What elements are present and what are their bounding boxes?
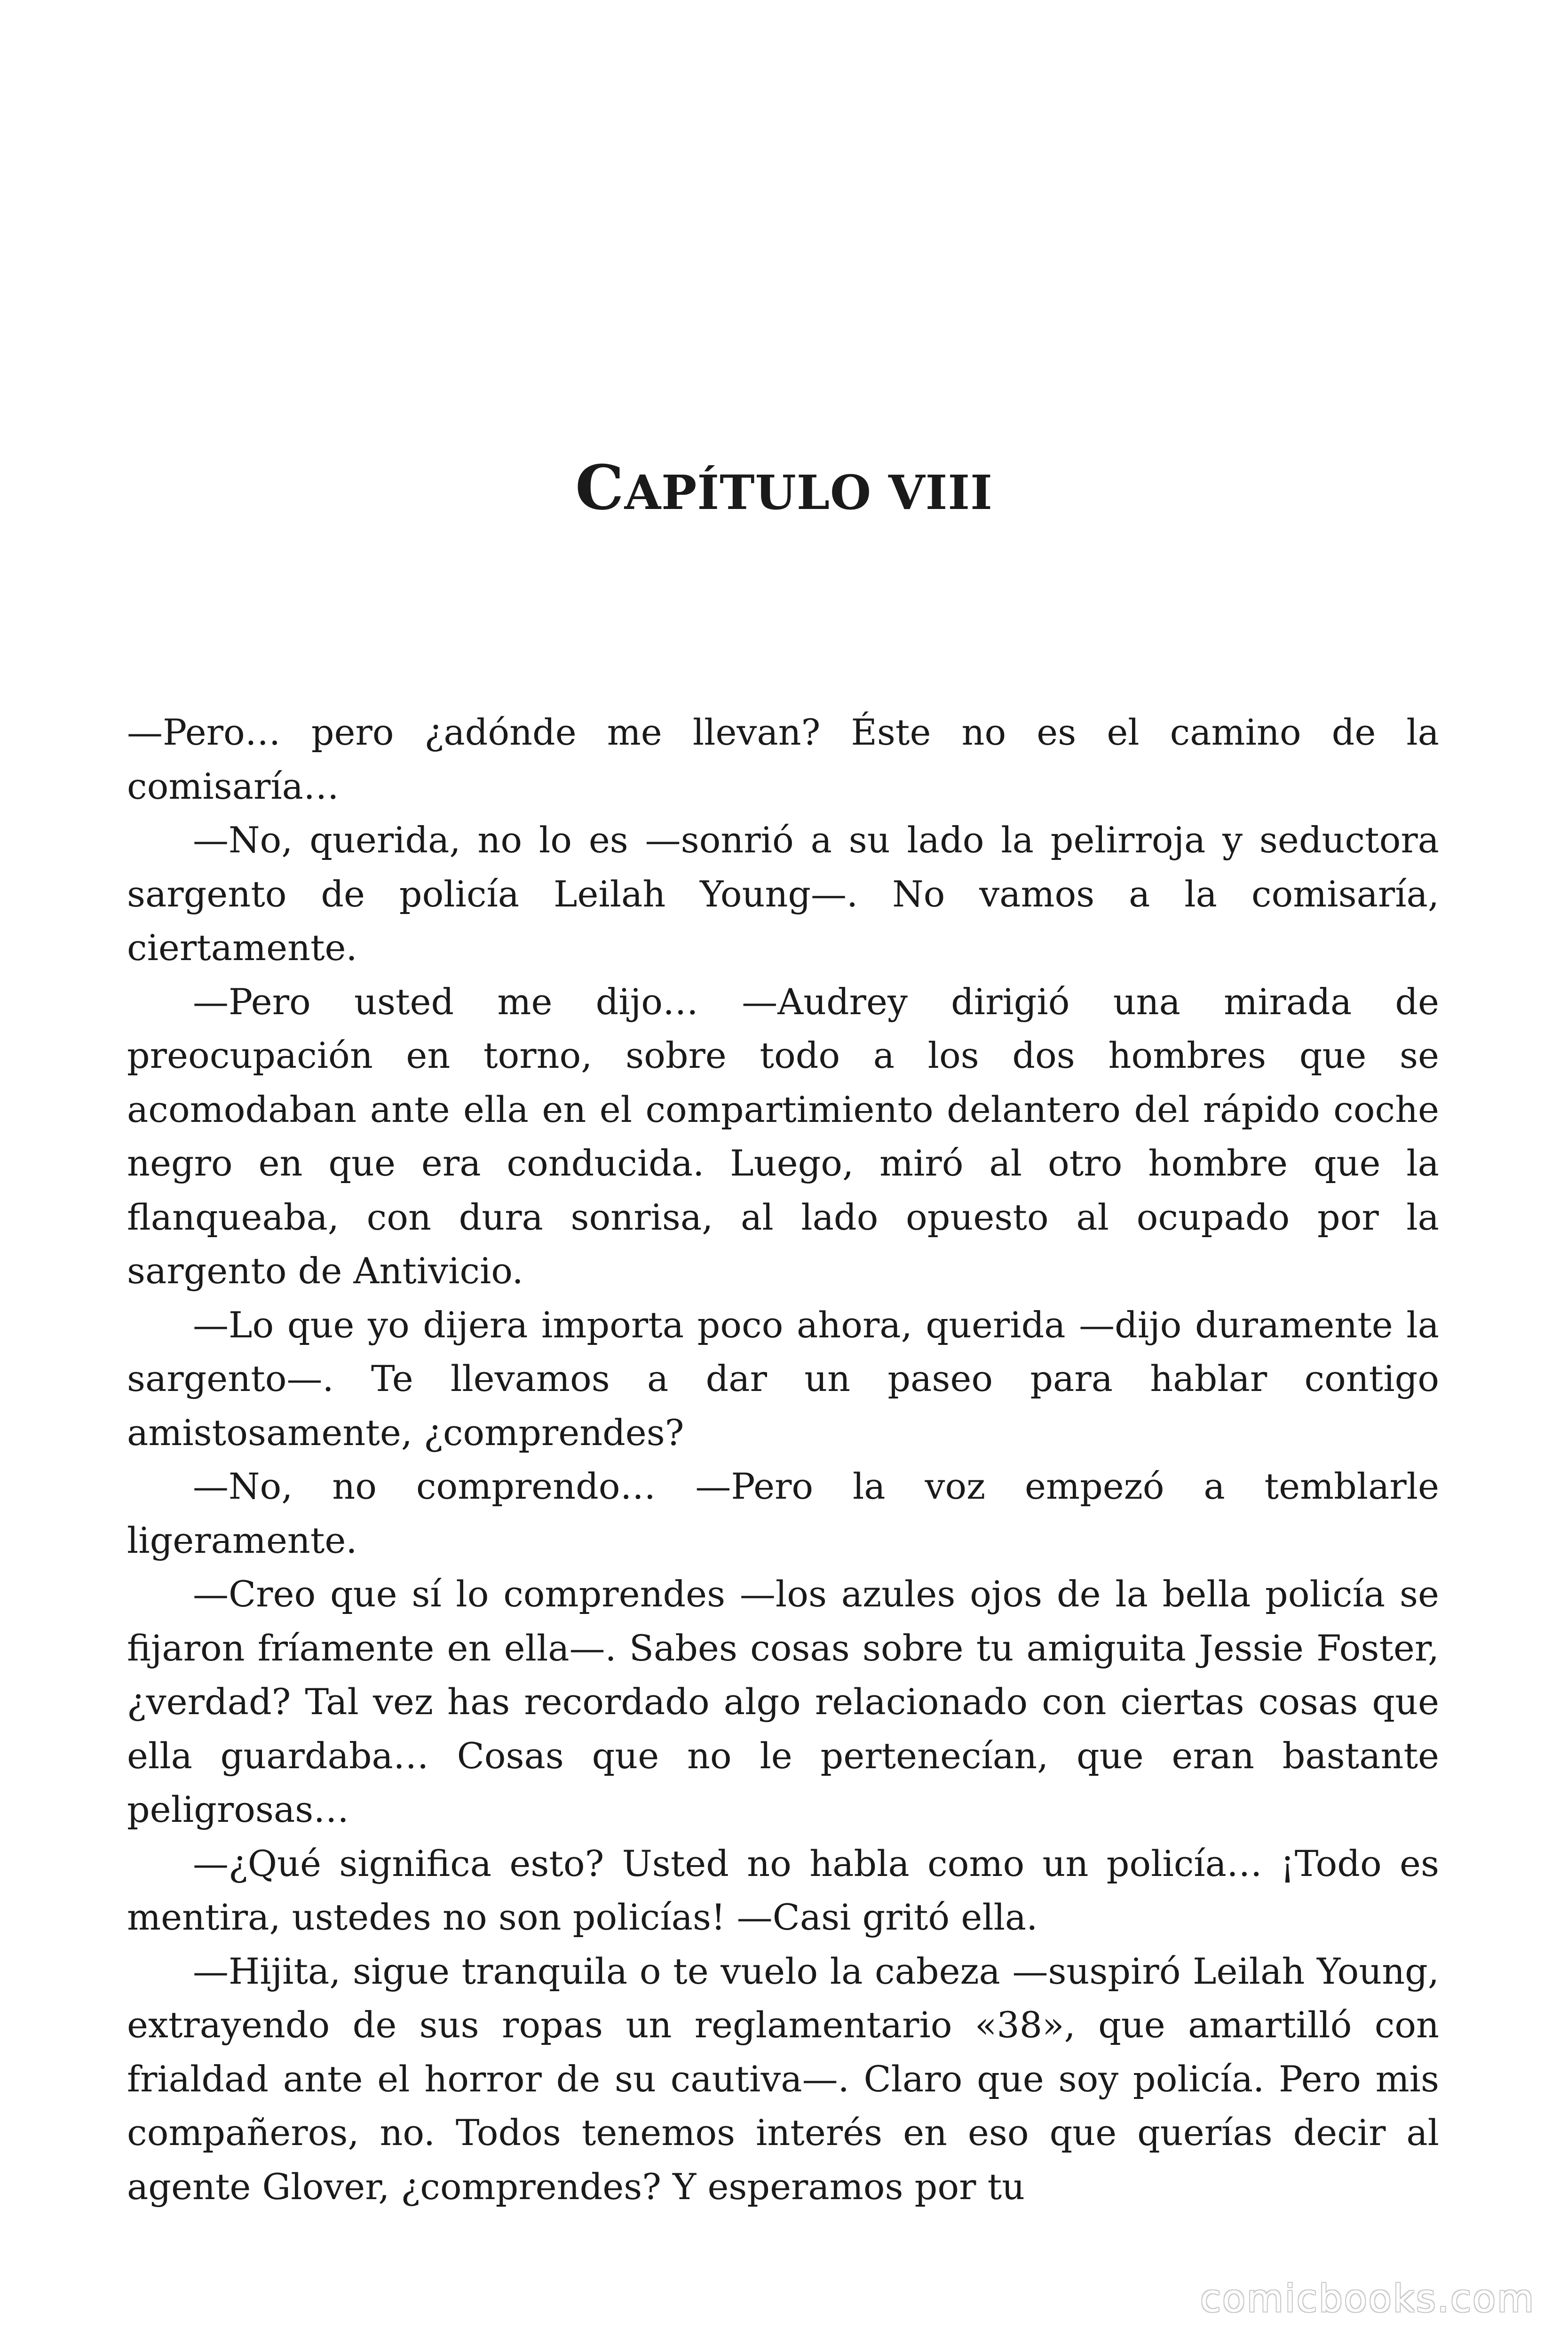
paragraph: —Hijita, sigue tranquila o te vuelo la cabeza —suspiró Leilah Young, extrayendo de sus ropas un reglamentario «38», que amartilló con frialdad ante el horror de su cautiva—. Claro que soy policía. Pero mis compañeros, no. Todos tenemos interés en eso que querías decir al agente Glover, ¿comprendes? Y esperamos por tu: [127, 1950, 1439, 2208]
chapter-title-rest: APÍTULO VIII: [624, 465, 993, 520]
paragraph: —Pero usted me dijo… —Audrey dirigió una mirada de preocupación en torno, sobre todo a los dos hombres que se acomodaban ante ella en el compartimiento delantero del rápido coche negro en que era conducida. Luego, miró al otro hombre que la flanqueaba, con dura sonrisa, al lado opuesto al ocupado por la sargento de Antivicio.: [127, 980, 1439, 1292]
chapter-body: [127, 706, 1439, 2214]
paragraph: —Lo que yo dijera importa poco ahora, querida —dijo duramente la sargento—. Te llevamos a dar un paseo para hablar contigo amistosamente, ¿comprendes?: [127, 1303, 1439, 1454]
paragraph: —No, no comprendo… —Pero la voz empezó a temblarle ligeramente.: [127, 1465, 1439, 1561]
paragraph: —Pero… pero ¿adónde me llevan? Éste no es el camino de la comisaría…: [127, 711, 1439, 807]
paragraph: —Creo que sí lo comprendes —los azules ojos de la bella policía se fijaron fríamente en ella—. Sabes cosas sobre tu amiguita Jessie Foster, ¿verdad? Tal vez has recordado algo relacionado con ciertas cosas que ella guardaba… Cosas que no le pertenecían, que eran bastante peligrosas…: [127, 1573, 1439, 1830]
chapter-title: [0, 452, 1568, 524]
paragraph: —¿Qué significa esto? Usted no habla como un policía… ¡Todo es mentira, ustedes no son policías! —Casi gritó ella.: [127, 1842, 1439, 1938]
chapter-title-initial: C: [575, 452, 625, 524]
watermark: comicbooks.com: [1200, 2277, 1535, 2320]
paragraph: —No, querida, no lo es —sonrió a su lado la pelirroja y seductora sargento de policía Leilah Young—. No vamos a la comisaría, ciertamente.: [127, 819, 1439, 969]
